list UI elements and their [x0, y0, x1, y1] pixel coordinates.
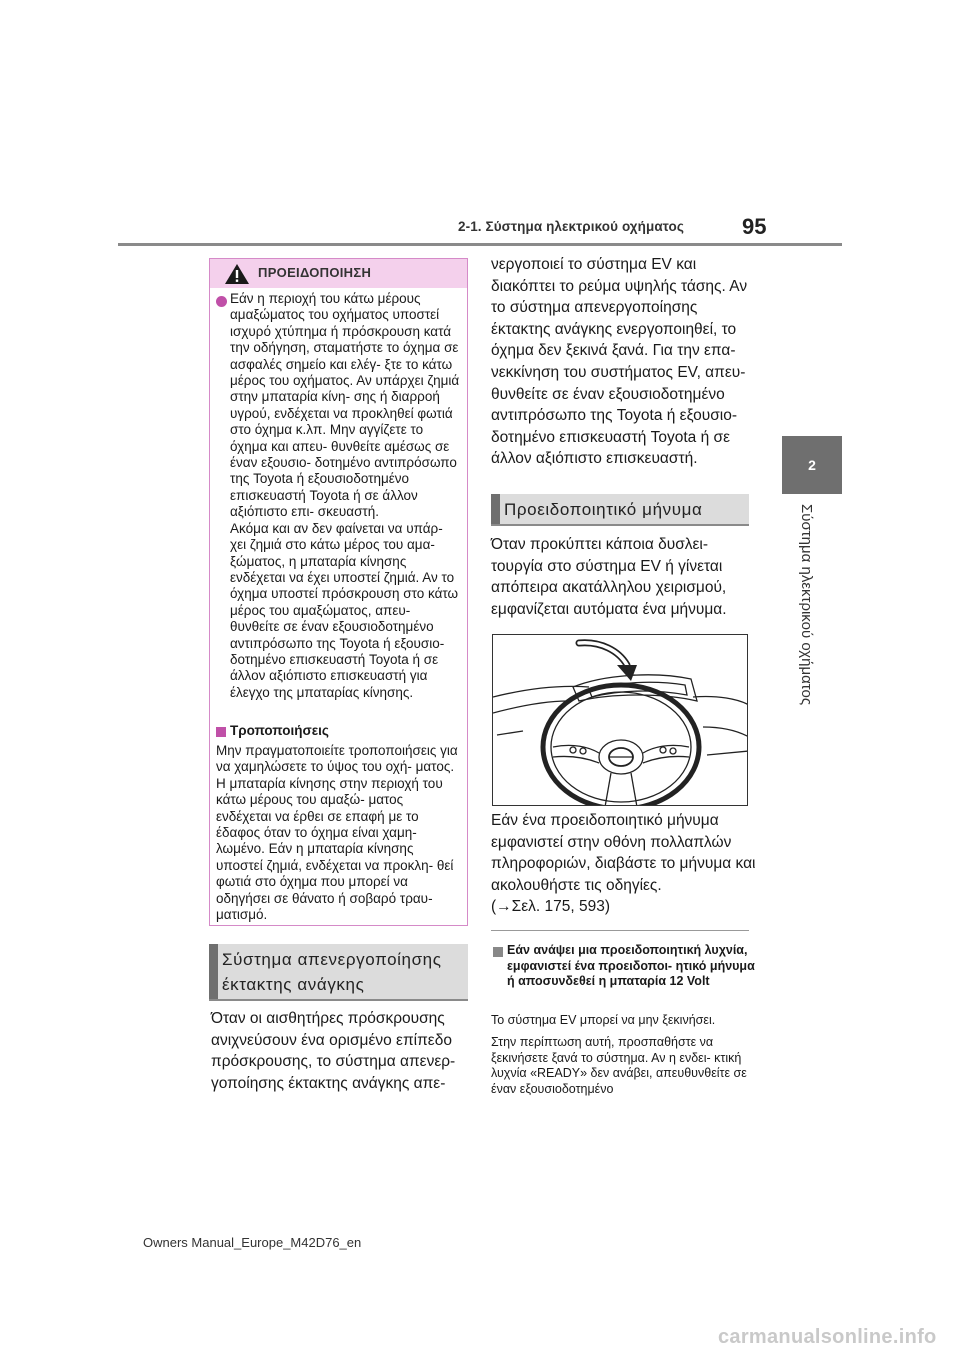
warning-text: Εάν η περιοχή του κάτω μέρους αμαξώματος του οχήματος υποστεί ισχυρό χτύπημα ή πρόσκρουση κατά την οδήγηση, σταματήστε το όχημα σε ασφαλές σημείο και ελέγ- ξτε το κάτω μέρος του οχήματος. Αν υπάρχει ζημιά στην μπαταρία κίνη- σης ή διαρροή υγρού, ενδέχεται να προκληθεί φωτιά στο όχημα κ.λπ. Μην αγγίζετε το όχημα και απευ- θυνθείτε αμέσως σε έναν εξουσιο- δοτημένο αντιπρόσωπο της Toyota ή εξουσιοδοτημένο επισκευαστή Toyota ή σε άλλον αξιόπιστο επι- σκευαστή. Ακόμα και αν δεν φαίνεται να υπάρ- χει ζημιά στο κάτω μέρος του αμα- ξώματος, η μπαταρία κίνησης ενδέχεται να έχει υποστεί ζημιά. Αν το όχημα υποστεί πρόσκρουση στο κάτω μέρος του αμαξώματος, απευ- θυνθείτε σε έναν εξουσιοδοτημένο αντιπρόσωπο της Toyota ή εξουσιο- δοτημένο επισκευαστή Toyota ή σε άλλον αξιόπιστο επισκευαστή για έλεγχο της μπαταρίας κίνησης. [230, 291, 460, 700]
modifications-text: Μην πραγματοποιείτε τροποποιήσεις για να χαμηλώσετε το ύψος του οχή- ματος. Η μπαταρία κίνησης στην περιοχή του κάτω μέρους του αμαξώ- ματος ενδέχεται να έρθει σε επαφή με το έδαφος όταν το όχημα είναι χαμη- λωμένο. Εάν η μπαταρία κίνησης υποστεί ζημιά, ενδέχεται να προκλη- θεί φωτιά στο όχημα που μπορεί να οδηγήσει σε θάνατο ή σοβαρό τραυ- ματισμό. [216, 743, 458, 923]
emergency-shutoff-text: Όταν οι αισθητήρες πρόσκρουσης ανιχνεύσουν ένα ορισμένο επίπεδο πρόσκρουσης, το σύστημα απενερ- γοποίησης έκτακτης ανάγκης απε- [211, 1010, 456, 1092]
heading-bar [491, 494, 500, 524]
emergency-shutoff-heading [209, 944, 468, 1001]
chapter-number: 2 [808, 457, 816, 473]
emergency-shutoff-title: Σύστημα απενεργοποίησης έκτακτης ανάγκης [222, 950, 442, 994]
message-instructions [491, 810, 756, 918]
lamp-text-2: Στην περίπτωση αυτή, προσπαθήστε να ξεκινήσετε ξανά το σύστημα. Αν η ενδει- κτική λυχνία «READY» δεν ανάβει, απευθυνθείτε σε έναν εξουσιοδοτημένο [491, 1035, 747, 1096]
warning-box [209, 258, 468, 926]
chapter-label-container [798, 504, 828, 714]
header-divider [118, 243, 842, 246]
chapter-tab [782, 436, 842, 494]
lamp-heading: Εάν ανάψει μια προειδοποιητική λυχνία, εμφανιστεί ένα προειδοποι- ητικό μήνυμα ή αποσυνδεθεί η μπαταρία 12 Volt [507, 943, 755, 989]
warning-message-title: Προειδοποιητικό μήνυμα [504, 500, 703, 519]
chapter-label: Σύστημα ηλεκτρικού οχήματος [798, 504, 815, 706]
bullet-dot-icon [216, 296, 227, 307]
page-number: 95 [742, 214, 767, 239]
section-title: 2-1. Σύστημα ηλεκτρικού οχήματος [458, 219, 684, 234]
heading-bar [209, 944, 218, 999]
square-bullet-icon [216, 727, 226, 737]
warning-title: ΠΡΟΕΙΔΟΠΟΙΗΣΗ [258, 265, 372, 280]
page-reference: (→Σελ. 175, 593) [491, 898, 611, 916]
section-divider [491, 930, 749, 931]
lamp-text-1: Το σύστημα EV μπορεί να μην ξεκινήσει. [491, 1013, 716, 1027]
footer-text: Owners Manual_Europe_M42D76_en [143, 1235, 362, 1250]
square-bullet-icon [493, 947, 503, 957]
modifications-heading: Τροποποιήσεις [230, 723, 329, 738]
warning-triangle-icon [224, 263, 250, 285]
steering-wheel-icon [493, 635, 748, 806]
warning-message-text: Όταν προκύπτει κάποια δυσλει- τουργία στο σύστημα EV ή γίνεται απόπειρα ακατάλληλου χειρισμού, εμφανίζεται αυτόματα ένα μήνυμα. [491, 536, 727, 618]
dashboard-illustration [492, 634, 748, 806]
warning-header [210, 259, 467, 288]
emergency-shutoff-text-continued: νεργοποιεί το σύστημα EV και διακόπτει το ρεύμα υψηλής τάσης. Αν το σύστημα απενεργοποίησης έκτακτης ανάγκης ενεργοποιηθεί, το όχημα δεν ξεκινά ξανά. Για την επα- νεκκίνηση του συστήματος EV, απευ- θυνθείτε σε έναν εξουσιοδοτημένο αντιπρόσωπο της Toyota ή εξουσιο- δοτημένο επισκευαστή Toyota ή σε άλλον αξιόπιστο επισκευαστή. [491, 256, 748, 468]
watermark: carmanualsonline.info [718, 1326, 937, 1348]
warning-message-heading [491, 494, 749, 526]
message-instructions-text: Εάν ένα προειδοποιητικό μήνυμα εμφανιστεί στην οθόνη πολλαπλών πληροφοριών, διαβάστε το μήνυμα και ακολουθήστε τις οδηγίες. [491, 812, 756, 894]
